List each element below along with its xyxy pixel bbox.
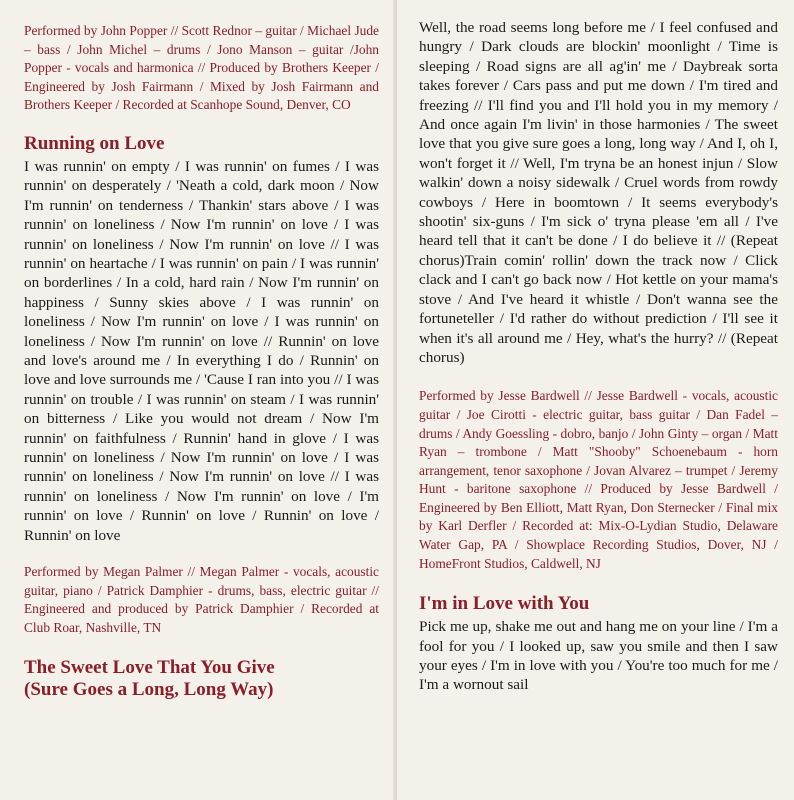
lyrics-sweet-love: Well, the road seems long before me / I feel confused and hungry / Dark clouds are blockin' moonlight / Time is sleeping / Road signs are all ag'in' me / Daybreak sorta takes forever / Cars pass and put me down / I'm tired and freezing // I'll find you and I'll hold you in my memory / And once again I'm livin' in those harmonies / The sweet love that you give sure goes a long, long way / And I, oh I, won't forget it // Well, I'm tryna be an honest injun / Slow walkin' down a noisy sidewalk / Cruel words from rowdy cowboys / Here in boomtown / It seems everybody's shootin' six-guns / I'm sick o' tryna please 'em all / I've heard tell that it can't be done / I do believe it // (Repeat chorus)Train comin' rollin' down the track now / Click clack and I can't go back now / Hot kettle on your mama's stove / And I've heard it whistle / Don't wanna see the fortuneteller / I'd rather do without prediction / I'll see it when it's all around me / Hey, what's the hurry? // (Repeat chorus) [419, 19, 778, 366]
song-title-in-love-with-you: I'm in Love with You [419, 593, 590, 615]
right-page [397, 0, 794, 800]
credits-running-on-love: Performed by John Popper // Scott Rednor – guitar / Michael Jude – bass / John Michel – drums / Jono Manson – guitar /John Popper - vocals and harmonica // Produced by Brothers Keeper / Engineered by Josh Fairmann / Mixed by Josh Fairmann and Brothers Keeper / Recorded at Scanhope Sound, Denver, CO [24, 23, 379, 113]
song-title-sweet-love [24, 657, 379, 701]
lyrics-running-on-love: I was runnin' on empty / I was runnin' on fumes / I was runnin' on desperately / 'Neath a cold, dark moon / Now I'm runnin' on tenderness / Thankin' stars above / I was runnin' on loneliness / Now I'm runnin' on love / I was runnin' on loneliness / Now I'm runnin' on love // I was runnin' on heartache / I was runnin' on pain / I was runnin' on borderlines / In a cold, hard rain / Now I'm runnin' on happiness / Sunny skies above / I was runnin' on loneliness / Now I'm runnin' on love / I was runnin' on loneliness / Now I'm runnin' on love // Runnin' on love and love's around me / In everything I do / Runnin' on love and love surrounds me / 'Cause I ran into you // I was runnin' on trouble / I was runnin' on steam / I was runnin' on bitterness / Like you would not dream / Now I'm runnin' on faithfulness / Runnin' hand in glove / I was runnin' on loneliness / Now I'm runnin' on love / I was runnin' on loneliness / Now I'm runnin' on love // I was runnin' on loneliness / Now I'm runnin' on love / I'm runnin' on love / Runnin' on love / Runnin' on love / Runnin' on love [24, 157, 379, 544]
credits-in-love-with-you: Performed by Jesse Bardwell // Jesse Bardwell - vocals, acoustic guitar / Joe Cirotti - electric guitar, bass guitar / Dan Fadel – drums / Andy Goessling - dobro, banjo / John Ginty – organ / Matt Ryan – trombone / Matt "Shooby" Schoenebaum - horn arrangement, tenor saxophone / Jovan Alvarez – trumpet / Jeremy Hunt - baritone saxophone // Produced by Jesse Bardwell / Engineered by Ben Elliott, Matt Ryan, Don Sternecker / Final mix by Karl Derfler / Recorded at: Mix-O-Lydian Studio, Delaware Water Gap, PA / Showplace Recording Studios, Dover, NJ / HomeFront Studios, Caldwell, NJ [419, 388, 778, 571]
song-title-sweet-love-line1: The Sweet Love That You Give [24, 657, 275, 679]
song-title-sweet-love-line2: (Sure Goes a Long, Long Way) [24, 679, 274, 701]
song-title-running-on-love: Running on Love [24, 132, 165, 154]
credits-sweet-love: Performed by Megan Palmer // Megan Palmer - vocals, acoustic guitar, piano / Patrick Damphier - drums, bass, electric guitar // Engineered and produced by Patrick Damphier / Recorded at Club Roar, Nashville, TN [24, 564, 379, 635]
lyrics-in-love-with-you: Pick me up, shake me out and hang me on your line / I'm a fool for you / I looked up, saw you smile and then I saw your eyes / I'm in love with you / You're too much for me / I'm a wornout sail [419, 618, 778, 694]
